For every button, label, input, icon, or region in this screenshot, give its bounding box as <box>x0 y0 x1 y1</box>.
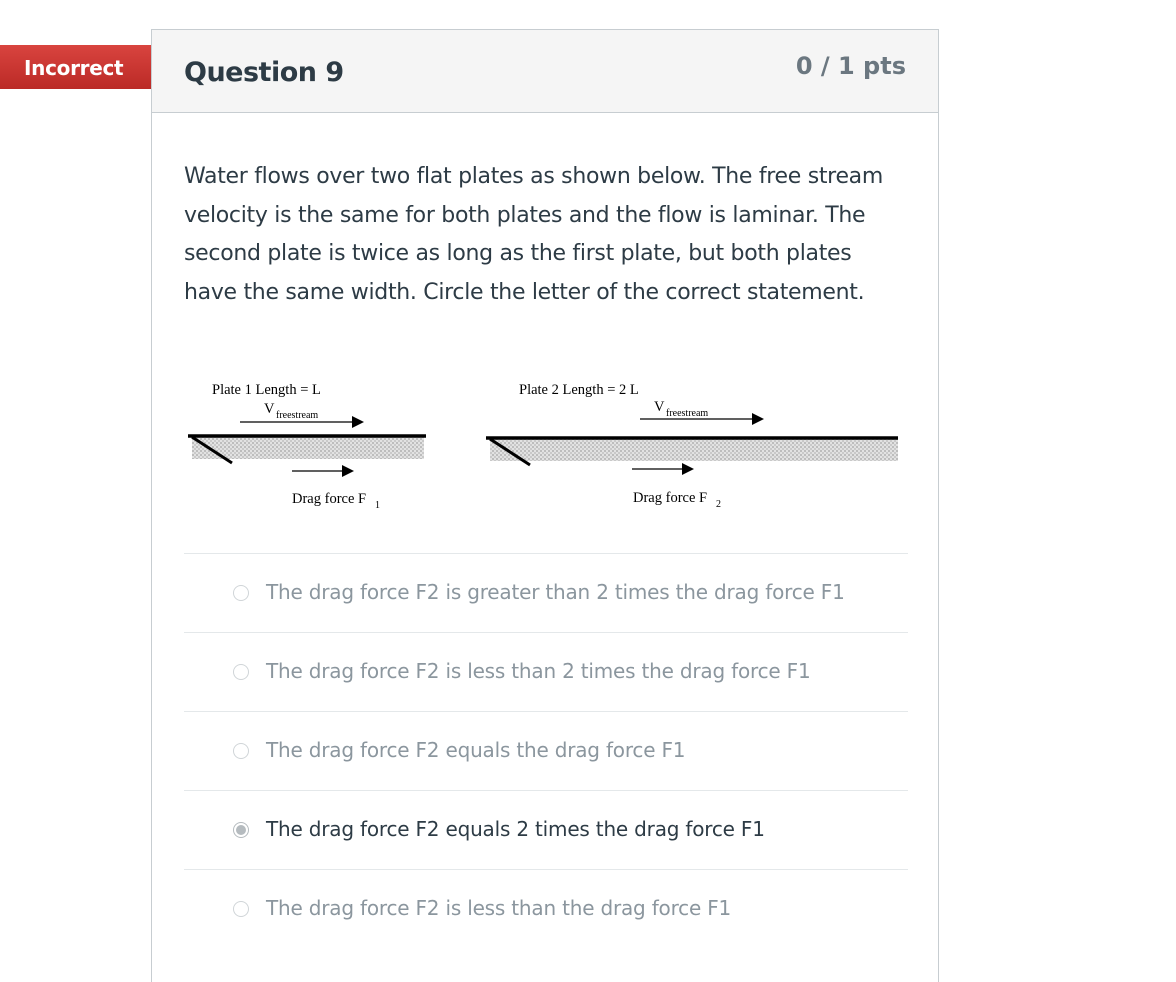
flat-plates-diagram <box>188 370 908 520</box>
answer-radio-4-selected[interactable] <box>233 822 249 838</box>
plate2-drag-arrow <box>632 463 694 475</box>
answer-text-3: The drag force F2 equals the drag force F1 <box>266 738 686 762</box>
plate2-label: Plate 2 Length = 2 L <box>519 382 639 398</box>
answer-option-5[interactable] <box>184 869 908 948</box>
answer-text-2: The drag force F2 is less than 2 times the drag force F1 <box>266 659 811 683</box>
question-header <box>152 30 938 113</box>
plate2-velocity-subscript: freestream <box>666 408 709 419</box>
plate1-drag-label: Drag force F <box>292 491 367 507</box>
answer-option-4[interactable] <box>184 790 908 869</box>
plate1-label: Plate 1 Length = L <box>212 382 321 398</box>
answer-radio-5[interactable] <box>233 901 249 917</box>
answer-option-2[interactable] <box>184 632 908 711</box>
question-points: 0 / 1 pts <box>795 52 906 80</box>
incorrect-banner <box>0 45 175 89</box>
question-text: Water flows over two flat plates as shown below. The free stream velocity is the same for both plates and the flow is laminar. The second plate is twice as long as the first plate, but both plates have the same width. Circle the letter of the correct statement. <box>184 164 883 305</box>
answer-radio-1[interactable] <box>233 585 249 601</box>
answer-text-5: The drag force F2 is less than the drag force F1 <box>266 896 732 920</box>
answer-option-1[interactable] <box>184 553 908 632</box>
plate1-boundary-layer <box>192 437 424 459</box>
plate1-drag-arrow <box>292 465 354 477</box>
plate1-velocity-symbol: V <box>264 401 275 417</box>
plate2-velocity-symbol: V <box>654 399 665 415</box>
question-title: Question 9 <box>184 57 344 88</box>
answer-option-3[interactable] <box>184 711 908 790</box>
plate1-velocity-subscript: freestream <box>276 410 319 421</box>
plate2-boundary-layer <box>490 439 898 461</box>
plate2-drag-label: Drag force F <box>633 490 708 506</box>
plate1-drag-subscript: 1 <box>375 500 380 511</box>
answer-radio-2[interactable] <box>233 664 249 680</box>
plate2-drag-subscript: 2 <box>716 499 721 510</box>
answer-text-1: The drag force F2 is greater than 2 times the drag force F1 <box>266 580 845 604</box>
answer-list <box>184 553 908 948</box>
incorrect-label: Incorrect <box>24 56 124 80</box>
answer-radio-3[interactable] <box>233 743 249 759</box>
flat-plates-figure <box>188 370 908 520</box>
question-card <box>151 29 939 982</box>
answer-text-4: The drag force F2 equals 2 times the drag force F1 <box>266 817 765 841</box>
